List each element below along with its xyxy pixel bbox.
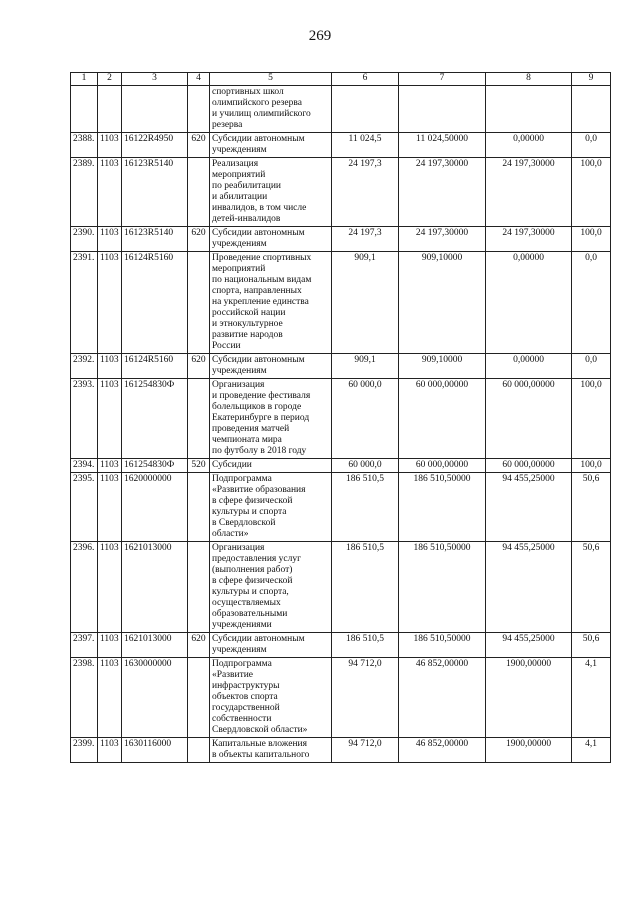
- target-code-cell: 16123R5140: [122, 158, 188, 227]
- col-header: 3: [122, 73, 188, 86]
- item-name-cell: Субсидии автономным учреждениям: [210, 633, 332, 658]
- section-code-cell: 1103: [98, 473, 122, 542]
- planned-amount-cell: 909,1: [332, 252, 399, 354]
- table-row: [71, 459, 611, 473]
- item-name-cell: Подпрограмма «Развитие инфраструктуры объектов спорта государственной собственности Свердловской области»: [210, 658, 332, 738]
- percent-cell: 100,0: [572, 379, 611, 459]
- section-code-cell: 1103: [98, 133, 122, 158]
- col-header: 6: [332, 73, 399, 86]
- row-number-cell: 2388.: [71, 133, 98, 158]
- percent-cell: 0,0: [572, 133, 611, 158]
- executed-amount-cell: 24 197,30000: [486, 158, 572, 227]
- table-row: [71, 133, 611, 158]
- col-header: 1: [71, 73, 98, 86]
- executed-amount-cell: 0,00000: [486, 354, 572, 379]
- section-code-cell: 1103: [98, 738, 122, 763]
- table-row: [71, 86, 611, 133]
- approved-amount-cell: 909,10000: [399, 252, 486, 354]
- approved-amount-cell: 60 000,00000: [399, 379, 486, 459]
- expense-type-cell: 620: [188, 133, 210, 158]
- target-code-cell: 161254830Ф: [122, 379, 188, 459]
- executed-amount-cell: 0,00000: [486, 252, 572, 354]
- percent-cell: 50,6: [572, 542, 611, 633]
- section-code-cell: [98, 86, 122, 133]
- row-number-cell: 2397.: [71, 633, 98, 658]
- percent-cell: 100,0: [572, 459, 611, 473]
- section-code-cell: 1103: [98, 459, 122, 473]
- section-code-cell: 1103: [98, 542, 122, 633]
- planned-amount-cell: [332, 86, 399, 133]
- approved-amount-cell: 24 197,30000: [399, 158, 486, 227]
- col-header: 8: [486, 73, 572, 86]
- item-name-cell: Реализация мероприятий по реабилитации и абилитации инвалидов, в том числе детей-инвалидов: [210, 158, 332, 227]
- row-number-cell: 2390.: [71, 227, 98, 252]
- executed-amount-cell: 0,00000: [486, 133, 572, 158]
- row-number-cell: [71, 86, 98, 133]
- expense-type-cell: 620: [188, 227, 210, 252]
- percent-cell: 4,1: [572, 658, 611, 738]
- item-name-cell: Субсидии: [210, 459, 332, 473]
- target-code-cell: 16122R4950: [122, 133, 188, 158]
- planned-amount-cell: 24 197,3: [332, 158, 399, 227]
- planned-amount-cell: 11 024,5: [332, 133, 399, 158]
- percent-cell: 0,0: [572, 252, 611, 354]
- planned-amount-cell: 186 510,5: [332, 542, 399, 633]
- table-row: [71, 379, 611, 459]
- executed-amount-cell: 24 197,30000: [486, 227, 572, 252]
- approved-amount-cell: 60 000,00000: [399, 459, 486, 473]
- planned-amount-cell: 94 712,0: [332, 658, 399, 738]
- row-number-cell: 2396.: [71, 542, 98, 633]
- col-header: 4: [188, 73, 210, 86]
- table-row: [71, 158, 611, 227]
- expense-type-cell: 520: [188, 459, 210, 473]
- table-row: [71, 473, 611, 542]
- executed-amount-cell: 94 455,25000: [486, 633, 572, 658]
- executed-amount-cell: 60 000,00000: [486, 459, 572, 473]
- executed-amount-cell: [486, 86, 572, 133]
- expense-type-cell: [188, 252, 210, 354]
- expense-type-cell: 620: [188, 354, 210, 379]
- target-code-cell: 16124R5160: [122, 252, 188, 354]
- target-code-cell: 1621013000: [122, 633, 188, 658]
- section-code-cell: 1103: [98, 379, 122, 459]
- col-header: 7: [399, 73, 486, 86]
- target-code-cell: [122, 86, 188, 133]
- expense-type-cell: [188, 473, 210, 542]
- expense-type-cell: [188, 542, 210, 633]
- item-name-cell: Подпрограмма «Развитие образования в сфере физической культуры и спорта в Свердловской области»: [210, 473, 332, 542]
- col-header: 9: [572, 73, 611, 86]
- approved-amount-cell: 186 510,50000: [399, 542, 486, 633]
- col-header: 5: [210, 73, 332, 86]
- section-code-cell: 1103: [98, 252, 122, 354]
- row-number-cell: 2393.: [71, 379, 98, 459]
- table-row: [71, 658, 611, 738]
- budget-table: [70, 72, 611, 763]
- percent-cell: 4,1: [572, 738, 611, 763]
- planned-amount-cell: 60 000,0: [332, 379, 399, 459]
- planned-amount-cell: 24 197,3: [332, 227, 399, 252]
- executed-amount-cell: 60 000,00000: [486, 379, 572, 459]
- item-name-cell: Проведение спортивных мероприятий по национальным видам спорта, направленных на укрепление единства российской нации и этнокультурное развитие народов России: [210, 252, 332, 354]
- target-code-cell: 1630000000: [122, 658, 188, 738]
- percent-cell: 100,0: [572, 227, 611, 252]
- approved-amount-cell: 11 024,50000: [399, 133, 486, 158]
- row-number-cell: 2392.: [71, 354, 98, 379]
- target-code-cell: 16124R5160: [122, 354, 188, 379]
- section-code-cell: 1103: [98, 354, 122, 379]
- expense-type-cell: [188, 658, 210, 738]
- percent-cell: 50,6: [572, 633, 611, 658]
- table-row: [71, 633, 611, 658]
- table-row: [71, 227, 611, 252]
- approved-amount-cell: 186 510,50000: [399, 633, 486, 658]
- approved-amount-cell: 46 852,00000: [399, 738, 486, 763]
- row-number-cell: 2391.: [71, 252, 98, 354]
- percent-cell: [572, 86, 611, 133]
- target-code-cell: 161254830Ф: [122, 459, 188, 473]
- col-header: 2: [98, 73, 122, 86]
- planned-amount-cell: 186 510,5: [332, 633, 399, 658]
- approved-amount-cell: [399, 86, 486, 133]
- target-code-cell: 1621013000: [122, 542, 188, 633]
- target-code-cell: 1630116000: [122, 738, 188, 763]
- target-code-cell: 1620000000: [122, 473, 188, 542]
- executed-amount-cell: 94 455,25000: [486, 542, 572, 633]
- target-code-cell: 16123R5140: [122, 227, 188, 252]
- percent-cell: 0,0: [572, 354, 611, 379]
- row-number-cell: 2394.: [71, 459, 98, 473]
- executed-amount-cell: 1900,00000: [486, 738, 572, 763]
- row-number-cell: 2399.: [71, 738, 98, 763]
- expense-type-cell: [188, 379, 210, 459]
- planned-amount-cell: 186 510,5: [332, 473, 399, 542]
- header-row: [71, 73, 611, 86]
- approved-amount-cell: 909,10000: [399, 354, 486, 379]
- expense-type-cell: [188, 86, 210, 133]
- section-code-cell: 1103: [98, 658, 122, 738]
- item-name-cell: Организация и проведение фестиваля болельщиков в городе Екатеринбурге в период проведения матчей чемпионата мира по футболу в 2018 году: [210, 379, 332, 459]
- item-name-cell: Субсидии автономным учреждениям: [210, 227, 332, 252]
- section-code-cell: 1103: [98, 158, 122, 227]
- item-name-cell: спортивных школ олимпийского резерва и училищ олимпийского резерва: [210, 86, 332, 133]
- approved-amount-cell: 24 197,30000: [399, 227, 486, 252]
- item-name-cell: Организация предоставления услуг (выполнения работ) в сфере физической культуры и спорта, осуществляемых образовательными учреждениями: [210, 542, 332, 633]
- expense-type-cell: [188, 158, 210, 227]
- row-number-cell: 2389.: [71, 158, 98, 227]
- table-row: [71, 738, 611, 763]
- table-row: [71, 354, 611, 379]
- item-name-cell: Субсидии автономным учреждениям: [210, 133, 332, 158]
- table-row: [71, 252, 611, 354]
- row-number-cell: 2395.: [71, 473, 98, 542]
- table-body: [71, 86, 611, 763]
- percent-cell: 50,6: [572, 473, 611, 542]
- item-name-cell: Капитальные вложения в объекты капитального: [210, 738, 332, 763]
- executed-amount-cell: 94 455,25000: [486, 473, 572, 542]
- expense-type-cell: 620: [188, 633, 210, 658]
- planned-amount-cell: 60 000,0: [332, 459, 399, 473]
- executed-amount-cell: 1900,00000: [486, 658, 572, 738]
- page-number: 269: [308, 28, 332, 44]
- expense-type-cell: [188, 738, 210, 763]
- section-code-cell: 1103: [98, 633, 122, 658]
- percent-cell: 100,0: [572, 158, 611, 227]
- approved-amount-cell: 186 510,50000: [399, 473, 486, 542]
- planned-amount-cell: 909,1: [332, 354, 399, 379]
- table-row: [71, 542, 611, 633]
- planned-amount-cell: 94 712,0: [332, 738, 399, 763]
- section-code-cell: 1103: [98, 227, 122, 252]
- approved-amount-cell: 46 852,00000: [399, 658, 486, 738]
- row-number-cell: 2398.: [71, 658, 98, 738]
- item-name-cell: Субсидии автономным учреждениям: [210, 354, 332, 379]
